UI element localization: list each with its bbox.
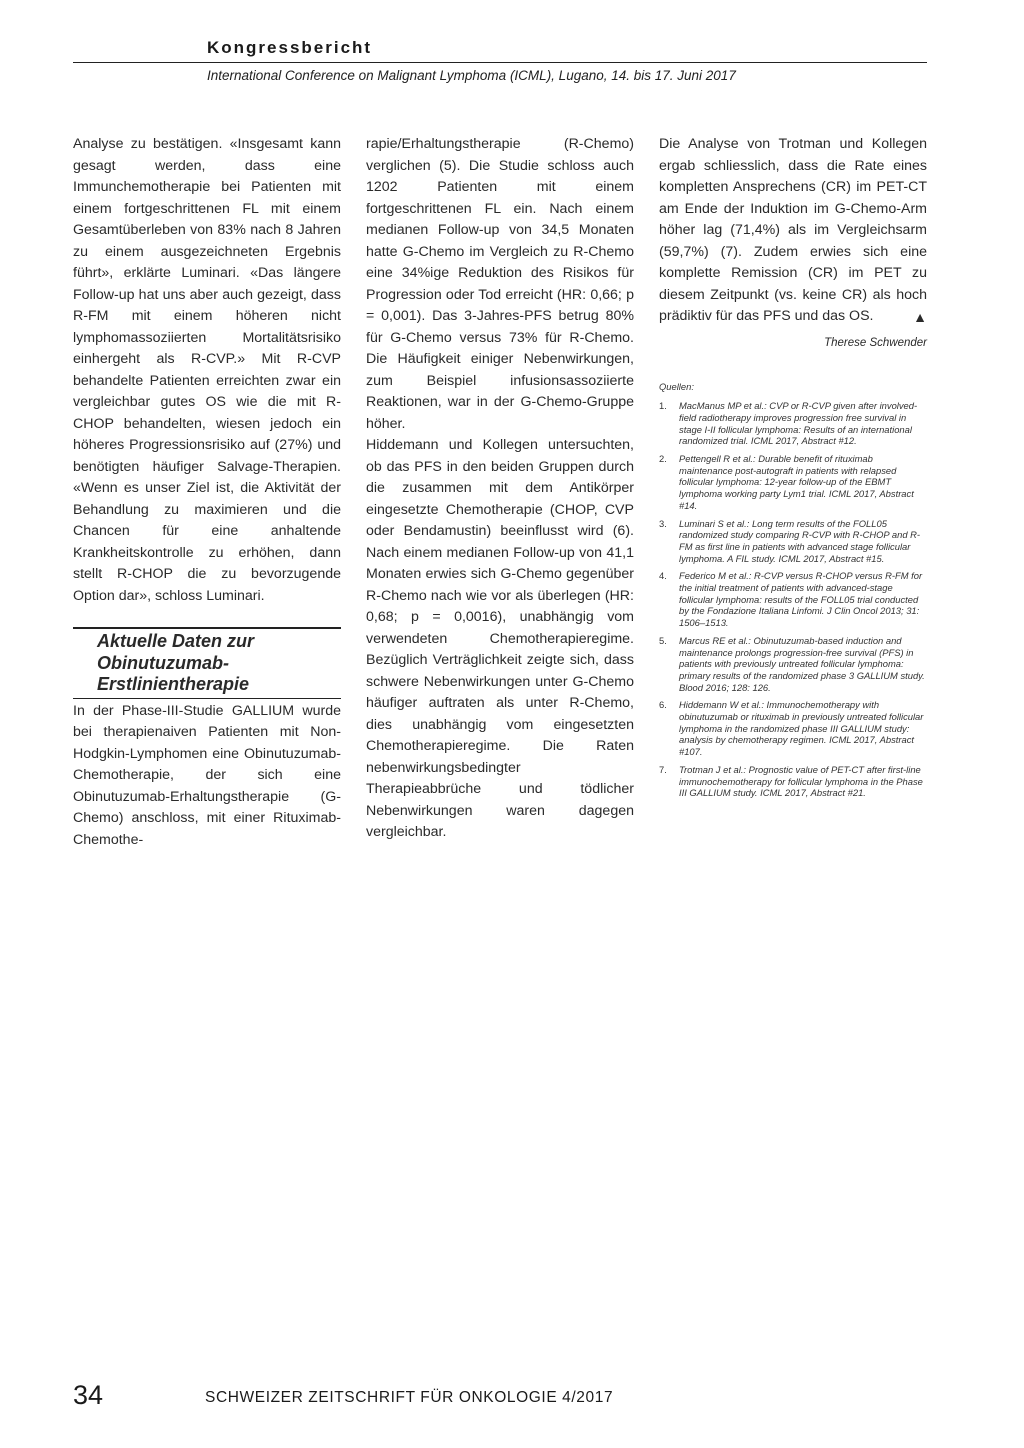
reference-item — [659, 699, 927, 758]
subheading-underline — [73, 698, 341, 699]
column-3 — [659, 134, 927, 805]
reference-item — [659, 570, 927, 629]
reference-number: 1. — [659, 400, 667, 412]
paragraph: rapie/Erhaltungstherapie (R-Chemo) verglichen (5). Die Studie schloss auch 1202 Patienten mit einem fortgeschrittenen FL ein. Nach einem medianen Follow-up von 34,5 Monaten hatte G-Chemo im Vergleich zu R-Chemo eine 34%ige Reduktion des Risikos für Progression oder Tod erreicht (HR: 0,66; p = 0,001). Das 3-Jahres-PFS betrug 80% für G-Chemo versus 73% für R-Chemo. Die Häufigkeit einiger Nebenwirkungen, zum Beispiel infusionsassoziierte Reaktionen, war in der G-Chemo-Gruppe höher. — [366, 136, 634, 432]
paragraph: Analyse zu bestätigen. «Insgesamt kann gesagt werden, dass eine Immunchemotherapie bei Patienten mit einem fortgeschrittenen FL mit einem Gesamtüberleben von 83% nach 8 Jahren zu einem ausgezeichneten Ergebnis führt», erklärte Luminari. «Das längere Follow-up hat uns aber auch gezeigt, dass R-FM mit einem höheren nicht lymphomassoziierten Mortalitätsrisiko einhergeht als R-CVP.» Mit R-CVP behandelte Patienten erreichten zwar ein vergleichbar gutes OS wie die mit R-CHOP behandelten, wiesen jedoch ein höheres Progressionsrisiko auf (27%) und benötigten häufiger Salvage-Therapien. «Wenn es unser Ziel ist, die Aktivität der Behandlung zu maximieren und die Chancen für eine anhaltende Krankheitskontrolle zu erhöhen, dann stellt R-CHOP die zu bevorzugende Option dar», schloss Luminari. — [73, 136, 341, 604]
column-2 — [366, 134, 634, 844]
paragraph: Hiddemann und Kollegen untersuchten, ob das PFS in den beiden Gruppen durch die zusammen mit dem Antikörper eingesetzte Chemotherapie (CHOP, CVP oder Bendamustin) beeinflusst wird (6). Nach einem medianen Follow-up von 41,1 Monaten erwies sich G-Chemo gegenüber R-Chemo nach wie vor als überlegen (HR: 0,68; p = 0,0016), unabhängig vom verwendeten Chemotherapieregime. Bezüglich Verträglichkeit zeigte sich, dass schwere Nebenwirkungen unter G-Chemo häufiger auftraten als unter R-Chemo, dies unabhängig vom eingesetzten Chemotherapieregime. Die Raten nebenwirkungsbedingter Therapieabbrüche und tödlicher Nebenwirkungen waren dagegen vergleichbar. — [366, 437, 634, 840]
references — [659, 381, 927, 800]
reference-item — [659, 764, 927, 799]
reference-number: 5. — [659, 634, 667, 646]
reference-text: Federico M et al.: R-CVP versus R-CHOP versus R-FM for the initial treatment of patients with advanced-stage follicular lymphoma: results of the FOLL05 trial conducted by the Fondazione Italiana Linfomi. J Clin Oncol 2013; 31: 1506–1513. — [679, 570, 923, 629]
conference-subtitle: International Conference on Malignant Lymphoma (ICML), Lugano, 14. bis 17. Juni 2017 — [207, 68, 736, 83]
reference-text: Luminari S et al.: Long term results of the FOLL05 randomized study comparing R-CVP with R-CHOP and R-FM as first line in patients with advanced stage follicular lymphoma. A FIL study. ICML 2017, Abstract #15. — [679, 517, 921, 564]
subheading-rule — [73, 627, 341, 629]
reference-number: 3. — [659, 517, 667, 529]
reference-text: Trotman J et al.: Prognostic value of PET-CT after first-line immunochemotherapy for follicular lymphoma in the Phase III GALLIUM study. ICML 2017, Abstract #21. — [679, 763, 923, 799]
header-rule — [73, 62, 927, 63]
reference-item — [659, 453, 927, 512]
paragraph: In der Phase-III-Studie GALLIUM wurde bei therapienaiven Patienten mit Non-Hodgkin-Lymphomen eine Obinutuzumab-Chemotherapie, der sich eine Obinutuzumab-Erhaltungstherapie (G-Chemo) anschloss, mit einer Rituximab-Chemothe- — [73, 702, 341, 848]
reference-item — [659, 400, 927, 447]
reference-text: Hiddemann W et al.: Immunochemotherapy with obinutuzumab or rituximab in previously untreated follicular lymphoma in the randomized phase III GALLIUM study: analysis by chemotherapy regimen. ICML 2017, Abstract #107. — [679, 699, 924, 758]
section-label: Kongressbericht — [207, 38, 373, 57]
author: Therese Schwender — [824, 337, 927, 349]
reference-text: Marcus RE et al.: Obinutuzumab-based induction and maintenance prolongs progression-free survival (PFS) in patients with previously untreated follicular lymphoma: primary results of the randomized phase 3 GALLIUM study. Blood 2016; 128: 126. — [679, 634, 925, 693]
column-1 — [73, 134, 341, 851]
references-title: Quellen: — [659, 380, 694, 392]
reference-number: 6. — [659, 699, 667, 711]
reference-item — [659, 635, 927, 694]
page-number: 34 — [73, 1380, 104, 1410]
reference-number: 7. — [659, 763, 667, 775]
paragraph: Die Analyse von Trotman und Kollegen ergab schliesslich, dass die Rate eines kompletten Ansprechens (CR) im PET-CT am Ende der Induktion im G-Chemo-Arm höher lag (71,4%) als im Vergleichsarm (59,7%) (7). Zudem erwies sich eine komplette Remission (CR) im PET zu diesem Zeitpunkt (vs. keine CR) als hoch prädiktiv für das PFS und das OS. — [659, 136, 927, 324]
subheading: Aktuelle Daten zur Obinutuzumab-Erstlinientherapie — [97, 631, 255, 694]
reference-text: MacManus MP et al.: CVP or R-CVP given after involved-field radiotherapy improves progression free survival in stage I-II follicular lymphoma: Results of an international randomized trial. ICML 2017, Abstract #12. — [679, 400, 918, 447]
reference-item — [659, 518, 927, 565]
journal-title: SCHWEIZER ZEITSCHRIFT FÜR ONKOLOGIE 4/2017 — [205, 1389, 614, 1406]
reference-number: 2. — [659, 453, 667, 465]
reference-number: 4. — [659, 570, 667, 582]
reference-text: Pettengell R et al.: Durable benefit of rituximab maintenance post-autograft in patients with relapsed follicular lymphoma: 12-year follow-up of the EBMT lymphoma working party Lym1 trial. ICML 2017, Abstract #14. — [679, 453, 914, 511]
end-mark-icon: ▲ — [913, 308, 927, 325]
